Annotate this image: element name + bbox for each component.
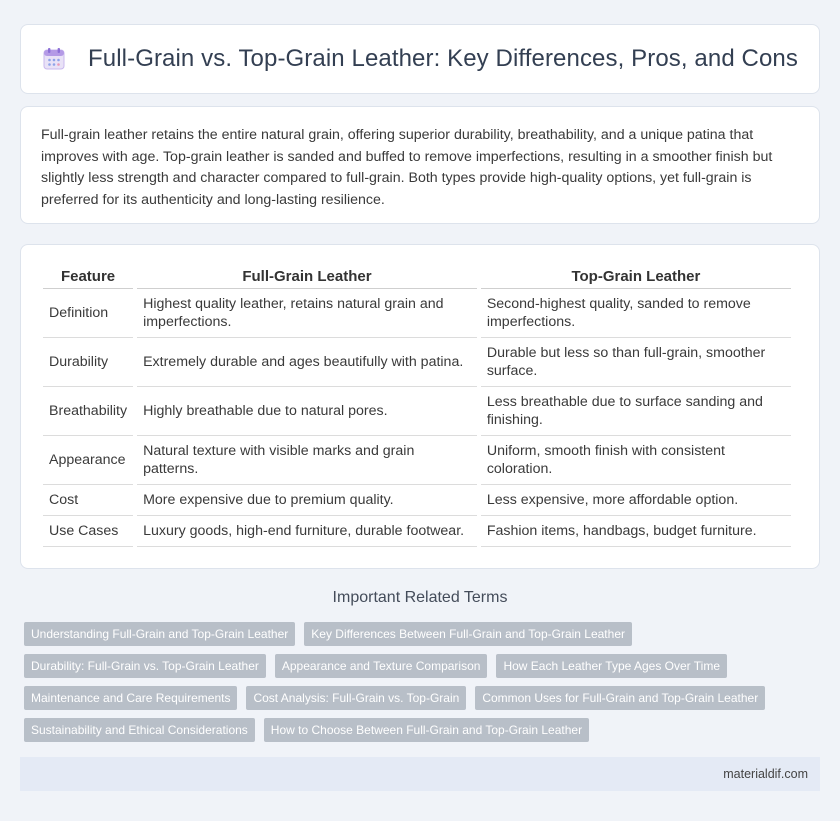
full-grain-cell: Natural texture with visible marks and grain patterns.	[137, 436, 477, 485]
related-terms-title: Important Related Terms	[332, 589, 508, 606]
table-row	[43, 387, 791, 436]
column-header-full-grain: Full-Grain Leather	[137, 263, 477, 289]
full-grain-cell: Highest quality leather, retains natural grain and imperfections.	[137, 289, 477, 338]
footer-site-link[interactable]: materialdif.com	[723, 767, 808, 781]
related-term-tag[interactable]: Durability: Full-Grain vs. Top-Grain Leather	[24, 654, 266, 678]
feature-cell: Durability	[43, 338, 133, 387]
header-card	[20, 24, 820, 94]
related-terms-tags	[24, 622, 820, 750]
full-grain-cell: Highly breathable due to natural pores.	[137, 387, 477, 436]
related-term-tag[interactable]: Sustainability and Ethical Considerations	[24, 718, 255, 742]
related-term-tag[interactable]: Cost Analysis: Full-Grain vs. Top-Grain	[246, 686, 466, 710]
comparison-table	[39, 263, 795, 547]
related-term-tag[interactable]: Appearance and Texture Comparison	[275, 654, 488, 678]
related-term-tag[interactable]: How to Choose Between Full-Grain and Top-Grain Leather	[264, 718, 589, 742]
related-term-tag[interactable]: How Each Leather Type Ages Over Time	[496, 654, 727, 678]
footer	[20, 757, 820, 791]
feature-cell: Breathability	[43, 387, 133, 436]
top-grain-cell: Fashion items, handbags, budget furniture.	[481, 516, 791, 547]
tag-row	[24, 622, 820, 646]
comparison-table-card	[20, 244, 820, 569]
feature-cell: Use Cases	[43, 516, 133, 547]
table-row	[43, 338, 791, 387]
tag-row	[24, 686, 820, 710]
related-term-tag[interactable]: Maintenance and Care Requirements	[24, 686, 237, 710]
table-row	[43, 289, 791, 338]
tag-row	[24, 718, 820, 742]
full-grain-cell: More expensive due to premium quality.	[137, 485, 477, 516]
header	[42, 45, 798, 73]
related-term-tag[interactable]: Understanding Full-Grain and Top-Grain Leather	[24, 622, 295, 646]
column-header-top-grain: Top-Grain Leather	[481, 263, 791, 289]
related-term-tag[interactable]: Key Differences Between Full-Grain and Top-Grain Leather	[304, 622, 632, 646]
tag-row	[24, 654, 820, 678]
table-row	[43, 485, 791, 516]
page-title: Full-Grain vs. Top-Grain Leather: Key Differences, Pros, and Cons	[88, 45, 798, 72]
intro-text: Full-grain leather retains the entire natural grain, offering superior durability, breathability, and a unique patina that improves with age. Top-grain leather is sanded and buffed to remove imperfections, resulting in a smoother finish but slightly less strength and character compared to full-grain. Both types provide high-quality options, yet full-grain is preferred for its authenticity and long-lasting resilience.	[41, 127, 773, 208]
top-grain-cell: Uniform, smooth finish with consistent coloration.	[481, 436, 791, 485]
calendar-icon	[42, 47, 66, 71]
full-grain-cell: Extremely durable and ages beautifully with patina.	[137, 338, 477, 387]
table-header-row	[43, 263, 791, 289]
feature-cell: Definition	[43, 289, 133, 338]
table-row	[43, 516, 791, 547]
feature-cell: Appearance	[43, 436, 133, 485]
top-grain-cell: Less expensive, more affordable option.	[481, 485, 791, 516]
table-row	[43, 436, 791, 485]
related-term-tag[interactable]: Common Uses for Full-Grain and Top-Grain Leather	[475, 686, 765, 710]
column-header-feature: Feature	[43, 263, 133, 289]
feature-cell: Cost	[43, 485, 133, 516]
full-grain-cell: Luxury goods, high-end furniture, durable footwear.	[137, 516, 477, 547]
top-grain-cell: Less breathable due to surface sanding and finishing.	[481, 387, 791, 436]
top-grain-cell: Second-highest quality, sanded to remove imperfections.	[481, 289, 791, 338]
top-grain-cell: Durable but less so than full-grain, smoother surface.	[481, 338, 791, 387]
intro-card	[20, 106, 820, 224]
